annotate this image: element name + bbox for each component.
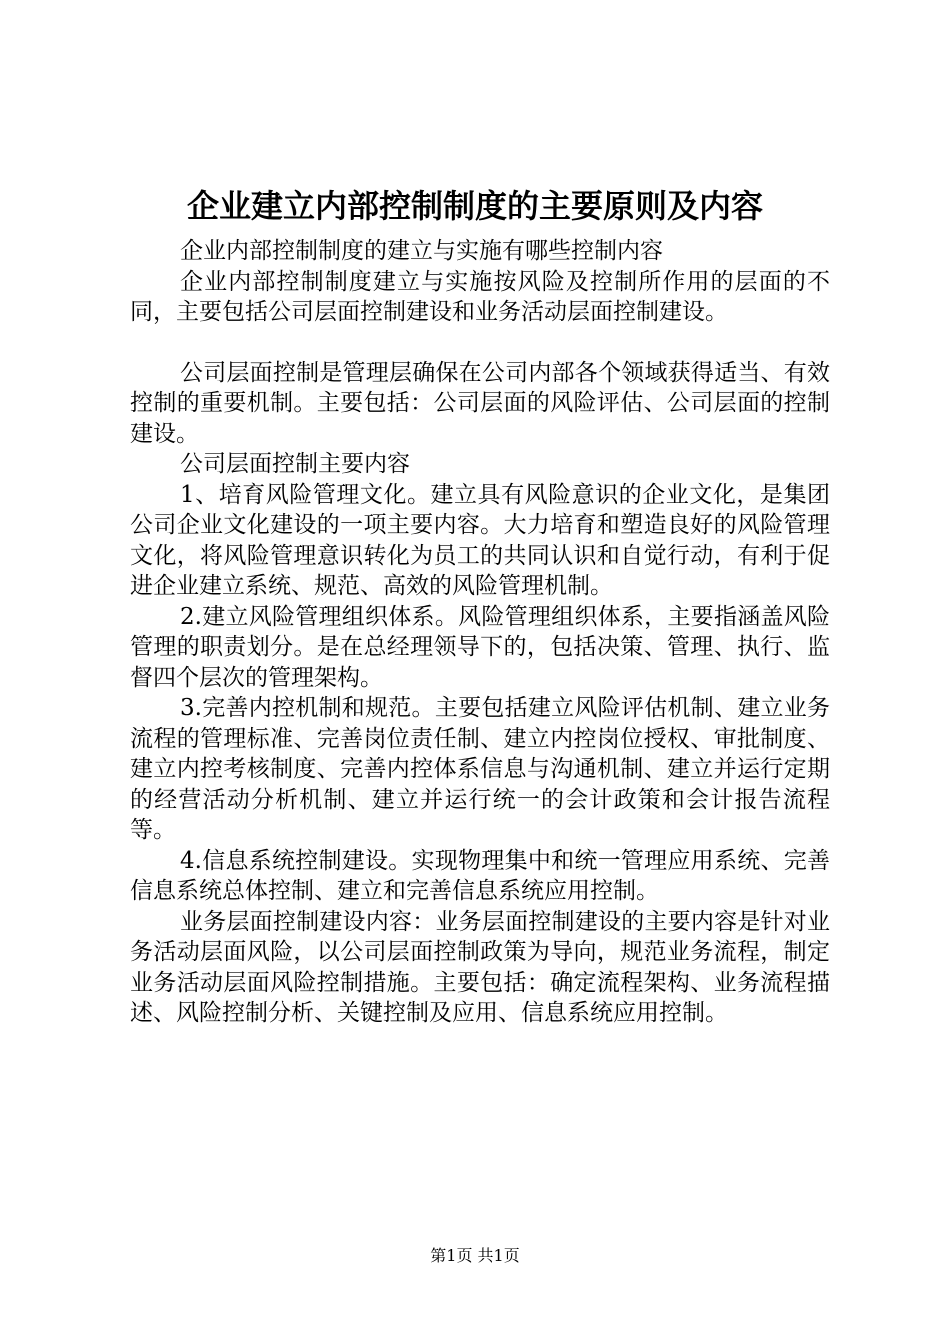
paragraph-business-level: 业务层面控制建设内容：业务层面控制建设的主要内容是针对业务活动层面风险，以公司层面控制政策为导向，规范业务流程，制定业务活动层面风险控制措施。主要包括：确定流程架构、业务流程描述、风险控制分析、关键控制及应用、信息系统应用控制。	[130, 908, 830, 1026]
paragraph-intro: 企业内部控制制度建立与实施按风险及控制所作用的层面的不同，主要包括公司层面控制建设和业务活动层面控制建设。	[130, 268, 830, 325]
page-number-footer: 第1页 共1页	[430, 1246, 520, 1265]
paragraph-item-3: 3.完善内控机制和规范。主要包括建立风险评估机制、建立业务流程的管理标准、完善岗位责任制、建立内控岗位授权、审批制度、建立内控考核制度、完善内控体系信息与沟通机制、建立并运行定期的经营活动分析机制、建立并运行统一的会计政策和会计报告流程等。	[130, 695, 830, 843]
paragraph-item-4: 4.信息系统控制建设。实现物理集中和统一管理应用系统、完善信息系统总体控制、建立和完善信息系统应用控制。	[130, 847, 830, 904]
document-title: 企业建立内部控制制度的主要原则及内容	[186, 187, 763, 225]
document-body	[130, 236, 830, 1029]
paragraph-item-2: 2.建立风险管理组织体系。风险管理组织体系，主要指涵盖风险管理的职责划分。是在总经理领导下的，包括决策、管理、执行、监督四个层次的管理架构。	[130, 603, 830, 691]
paragraph-item-1: 1、培育风险管理文化。建立具有风险意识的企业文化，是集团公司企业文化建设的一项主要内容。大力培育和塑造良好的风险管理文化，将风险管理意识转化为员工的共同认识和自觉行动，有利于促进企业建立系统、规范、高效的风险管理机制。	[130, 481, 830, 599]
paragraph-company-level: 公司层面控制是管理层确保在公司内部各个领域获得适当、有效控制的重要机制。主要包括：公司层面的风险评估、公司层面的控制建设。	[130, 359, 830, 447]
paragraph-section-heading: 公司层面控制主要内容	[180, 451, 410, 477]
paragraph-subtitle: 企业内部控制制度的建立与实施有哪些控制内容	[180, 238, 663, 264]
